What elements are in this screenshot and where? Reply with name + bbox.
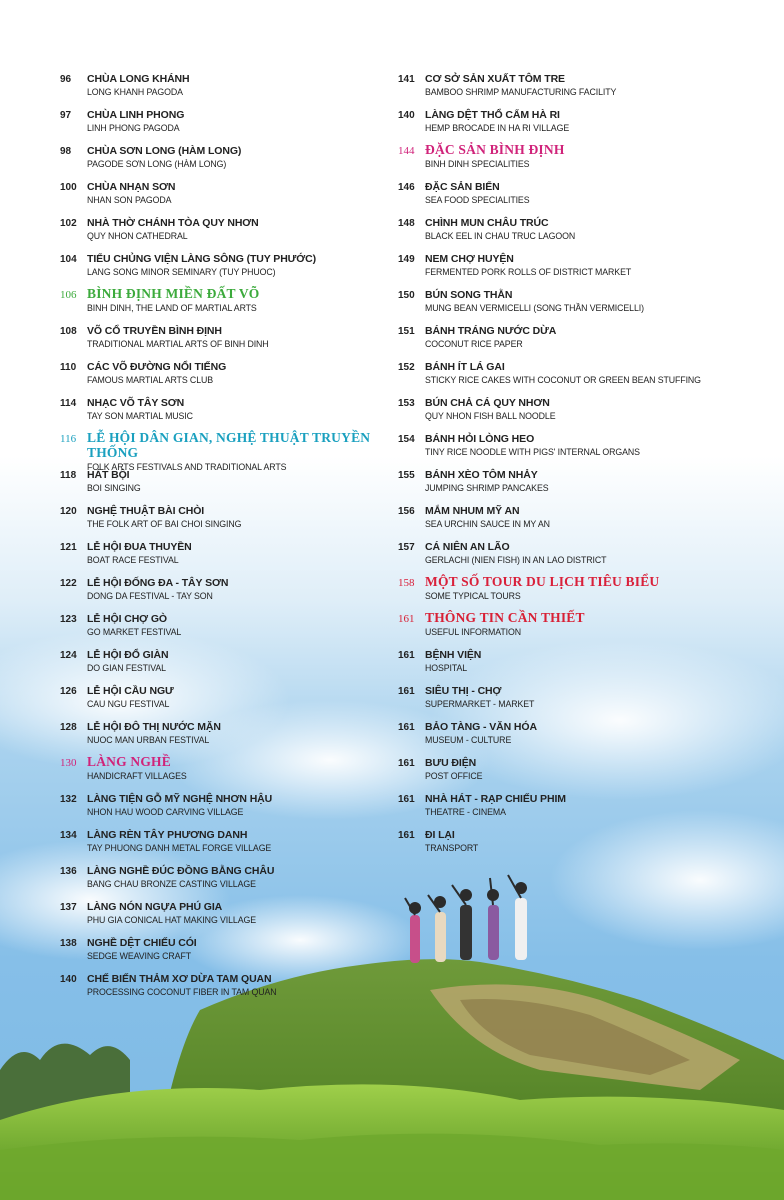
toc-title-english: QUY NHON CATHEDRAL: [87, 231, 188, 241]
toc-title-english: TINY RICE NOODLE WITH PIGS' INTERNAL ORGANS: [425, 447, 640, 457]
toc-title-english: FERMENTED PORK ROLLS OF DISTRICT MARKET: [425, 267, 632, 277]
toc-entry-text: [87, 610, 390, 638]
toc-page-number: 136: [60, 866, 77, 877]
toc-page-number: 148: [398, 218, 415, 229]
toc-title-vietnamese: LỄ HỘI DÂN GIAN, NGHỆ THUẬT TRUYỀN THỐNG: [87, 430, 371, 460]
toc-title-vietnamese: LỄ HỘI CẦU NGƯ: [87, 685, 174, 697]
toc-entry-text: [87, 70, 390, 98]
toc-entry-text: [425, 286, 778, 314]
toc-page-number: 161: [398, 758, 415, 769]
toc-entry-text: [425, 502, 778, 530]
toc-entry[interactable]: [398, 754, 778, 790]
toc-right-column: [398, 70, 778, 862]
toc-title-english: TRANSPORT: [425, 843, 479, 853]
toc-title-vietnamese: CƠ SỞ SẢN XUẤT TÔM TRE: [425, 73, 565, 85]
toc-title-vietnamese: BỆNH VIỆN: [425, 649, 482, 661]
toc-entry[interactable]: [398, 106, 778, 142]
toc-page-number: 106: [60, 289, 77, 301]
toc-title-vietnamese: BÁNH TRÁNG NƯỚC DỪA: [425, 325, 557, 337]
toc-title-vietnamese: NHẠC VÕ TÂY SƠN: [87, 397, 185, 409]
toc-page-number: 161: [398, 794, 415, 805]
toc-entry-text: [425, 178, 778, 206]
toc-title-english: FOLK ARTS FESTIVALS AND TRADITIONAL ARTS: [87, 462, 287, 472]
toc-entry-text: [87, 106, 390, 134]
toc-page-number: 98: [60, 146, 72, 157]
toc-entry[interactable]: [398, 430, 778, 466]
toc-entry[interactable]: [398, 286, 778, 322]
toc-title-english: SEA URCHIN SAUCE IN MY AN: [425, 519, 550, 529]
toc-title-english: BANG CHAU BRONZE CASTING VILLAGE: [87, 879, 256, 889]
toc-page-number: 157: [398, 542, 415, 553]
toc-page-number: 153: [398, 398, 415, 409]
toc-title-english: DO GIAN FESTIVAL: [87, 663, 166, 673]
toc-title-vietnamese: LÀNG NGHỀ: [87, 754, 171, 769]
toc-page-number: 114: [60, 398, 77, 409]
toc-title-vietnamese: ĐẶC SẢN BÌNH ĐỊNH: [425, 142, 565, 157]
toc-page-number: 158: [398, 577, 415, 589]
toc-entry[interactable]: [60, 538, 390, 574]
toc-entry[interactable]: [398, 538, 778, 574]
toc-entry-text: [87, 790, 390, 818]
toc-title-vietnamese: MỘT SỐ TOUR DU LỊCH TIÊU BIỂU: [425, 574, 660, 589]
toc-entry[interactable]: [60, 574, 390, 610]
toc-title-english: BAMBOO SHRIMP MANUFACTURING FACILITY: [425, 87, 617, 97]
toc-entry-text: [425, 790, 778, 818]
toc-title-english: FAMOUS MARTIAL ARTS CLUB: [87, 375, 214, 385]
toc-title-vietnamese: VÕ CỔ TRUYỀN BÌNH ĐỊNH: [87, 325, 222, 337]
toc-page-number: 141: [398, 74, 415, 85]
toc-entry[interactable]: [60, 934, 390, 970]
toc-title-english: HOSPITAL: [425, 663, 468, 673]
toc-entry[interactable]: [60, 322, 390, 358]
toc-title-vietnamese: BÌNH ĐỊNH MIỀN ĐẤT VÕ: [87, 286, 260, 301]
toc-title-vietnamese: BÚN SONG THẰN: [425, 289, 513, 301]
toc-title-vietnamese: LỄ HỘI ĐỔ GIÀN: [87, 649, 169, 661]
toc-title-english: SEA FOOD SPECIALITIES: [425, 195, 530, 205]
toc-title-vietnamese: CHÌNH MUN CHÂU TRÚC: [425, 217, 549, 229]
toc-title-vietnamese: BÁNH XÈO TÔM NHẢY: [425, 469, 538, 481]
toc-section-heading[interactable]: [398, 610, 778, 646]
toc-title-english: LINH PHONG PAGODA: [87, 123, 180, 133]
toc-entry-text: [425, 826, 778, 854]
toc-title-english: SEDGE WEAVING CRAFT: [87, 951, 191, 961]
toc-page-number: 123: [60, 614, 77, 625]
toc-title-vietnamese: LÀNG TIỆN GỖ MỸ NGHỆ NHƠN HẬU: [87, 793, 273, 805]
toc-section-heading[interactable]: [60, 754, 390, 790]
toc-entry[interactable]: [398, 394, 778, 430]
toc-entry[interactable]: [60, 394, 390, 430]
toc-title-english: LANG SONG MINOR SEMINARY (TUY PHUOC): [87, 267, 276, 277]
toc-page-number: 156: [398, 506, 415, 517]
toc-page-number: 161: [398, 686, 415, 697]
toc-left-column: [60, 70, 390, 1006]
toc-page-number: 155: [398, 470, 415, 481]
toc-title-english: NUOC MAN URBAN FESTIVAL: [87, 735, 210, 745]
toc-title-english: TAY PHUONG DANH METAL FORGE VILLAGE: [87, 843, 272, 853]
toc-title-english: PAGODE SƠN LONG (HÀM LONG): [87, 159, 227, 169]
toc-entry[interactable]: [60, 862, 390, 898]
toc-page-number: 161: [398, 613, 415, 625]
toc-entry-text: [87, 358, 390, 386]
toc-entry[interactable]: [60, 646, 390, 682]
toc-title-english: BINH DINH, THE LAND OF MARTIAL ARTS: [87, 303, 257, 313]
toc-title-english: THEATRE - CINEMA: [425, 807, 506, 817]
toc-page-number: 151: [398, 326, 415, 337]
toc-entry-text: [87, 970, 390, 998]
toc-page-number: 96: [60, 74, 72, 85]
toc-entry-text: [87, 646, 390, 674]
toc-page-number: 116: [60, 433, 77, 445]
toc-title-vietnamese: CÁC VÕ ĐƯỜNG NỔI TIẾNG: [87, 361, 227, 373]
toc-title-vietnamese: CHÙA LINH PHONG: [87, 109, 185, 121]
toc-entry-text: [425, 718, 778, 746]
toc-title-vietnamese: BÁNH HỎI LÒNG HEO: [425, 433, 535, 445]
toc-entry[interactable]: [60, 70, 390, 106]
toc-section-heading[interactable]: [398, 574, 778, 610]
toc-section-heading[interactable]: [60, 430, 390, 472]
toc-entry[interactable]: [398, 178, 778, 214]
toc-entry[interactable]: [60, 178, 390, 214]
toc-page-number: 121: [60, 542, 77, 553]
toc-entry[interactable]: [398, 358, 778, 394]
toc-entry[interactable]: [398, 646, 778, 682]
toc-entry-text: [425, 610, 778, 638]
toc-entry-text: [87, 862, 390, 890]
toc-entry[interactable]: [398, 718, 778, 754]
toc-entry-text: [425, 358, 778, 386]
toc-title-english: NHON HAU WOOD CARVING VILLAGE: [87, 807, 244, 817]
toc-entry[interactable]: [398, 790, 778, 826]
toc-title-english: GERLACHI (NIEN FISH) IN AN LAO DISTRICT: [425, 555, 607, 565]
toc-entry-text: [425, 394, 778, 422]
toc-title-vietnamese: CÁ NIÊN AN LÃO: [425, 541, 510, 553]
toc-entry-text: [87, 898, 390, 926]
toc-page-number: 146: [398, 182, 415, 193]
toc-entry-text: [425, 538, 778, 566]
toc-page-number: 128: [60, 722, 77, 733]
toc-entry[interactable]: [60, 898, 390, 934]
toc-title-vietnamese: LỄ HỘI ĐUA THUYỀN: [87, 541, 192, 553]
toc-title-vietnamese: LÀNG RÈN TÂY PHƯƠNG DANH: [87, 829, 248, 841]
toc-title-english: HEMP BROCADE IN HA RI VILLAGE: [425, 123, 570, 133]
toc-title-vietnamese: BÁNH ÍT LÁ GAI: [425, 361, 505, 373]
toc-entry-text: [425, 574, 778, 602]
toc-entry[interactable]: [398, 466, 778, 502]
toc-entry[interactable]: [60, 610, 390, 646]
toc-entry[interactable]: [60, 214, 390, 250]
toc-entry[interactable]: [398, 250, 778, 286]
toc-title-english: BLACK EEL IN CHAU TRUC LAGOON: [425, 231, 576, 241]
toc-entry[interactable]: [60, 466, 390, 502]
toc-page-number: 126: [60, 686, 77, 697]
toc-title-vietnamese: LÀNG DỆT THỔ CẨM HÀ RI: [425, 109, 560, 121]
toc-entry[interactable]: [398, 682, 778, 718]
toc-title-vietnamese: LỄ HỘI ĐÔ THỊ NƯỚC MẶN: [87, 721, 221, 733]
toc-entry[interactable]: [60, 826, 390, 862]
toc-title-vietnamese: NEM CHỢ HUYỆN: [425, 253, 514, 265]
toc-entry-text: [87, 214, 390, 242]
toc-title-vietnamese: CHÙA LONG KHÁNH: [87, 73, 190, 85]
toc-title-vietnamese: LÀNG NÓN NGỰA PHÚ GIA: [87, 901, 223, 913]
toc-entry-text: [87, 466, 390, 494]
toc-entry-text: [425, 214, 778, 242]
toc-entry-text: [425, 70, 778, 98]
toc-entry-text: [87, 718, 390, 746]
toc-page-number: 161: [398, 650, 415, 661]
toc-section-heading[interactable]: [398, 142, 778, 178]
toc-entry-text: [87, 502, 390, 530]
toc-title-vietnamese: THÔNG TIN CẦN THIẾT: [425, 610, 585, 625]
toc-title-vietnamese: NHÀ HÁT - RẠP CHIẾU PHIM: [425, 793, 566, 805]
toc-title-english: CAU NGU FESTIVAL: [87, 699, 170, 709]
toc-page-number: 132: [60, 794, 77, 805]
toc-entry-text: [425, 430, 778, 458]
toc-title-english: USEFUL INFORMATION: [425, 627, 521, 637]
toc-title-vietnamese: NHÀ THỜ CHÁNH TÒA QUY NHƠN: [87, 217, 259, 229]
toc-title-english: MUNG BEAN VERMICELLI (SONG THẦN VERMICELLI): [425, 303, 644, 313]
toc-entry-text: [87, 538, 390, 566]
toc-title-vietnamese: BẢO TÀNG - VĂN HÓA: [425, 721, 537, 733]
toc-title-english: QUY NHON FISH BALL NOODLE: [425, 411, 556, 421]
toc-page-number: 154: [398, 434, 415, 445]
toc-title-english: BOI SINGING: [87, 483, 141, 493]
toc-page-number: 138: [60, 938, 77, 949]
toc-title-english: GO MARKET FESTIVAL: [87, 627, 182, 637]
toc-entry-text: [87, 754, 390, 782]
toc-entry[interactable]: [60, 358, 390, 394]
toc-page-number: 130: [60, 757, 77, 769]
toc-entry-text: [425, 106, 778, 134]
toc-entry-text: [87, 250, 390, 278]
toc-title-vietnamese: LÀNG NGHỀ ĐÚC ĐỒNG BẰNG CHÂU: [87, 865, 275, 877]
toc-page-number: 140: [60, 974, 77, 985]
toc-title-english: DONG DA FESTIVAL - TAY SON: [87, 591, 213, 601]
toc-page-number: 104: [60, 254, 77, 265]
toc-page-number: 108: [60, 326, 77, 337]
toc-title-vietnamese: ĐI LẠI: [425, 829, 455, 841]
toc-title-english: LONG KHANH PAGODA: [87, 87, 183, 97]
toc-title-english: PROCESSING COCONUT FIBER IN TAM QUAN: [87, 987, 277, 997]
toc-entry[interactable]: [398, 826, 778, 862]
toc-title-vietnamese: NGHỀ DỆT CHIẾU CÓI: [87, 937, 197, 949]
toc-title-english: THE FOLK ART OF BAI CHOI SINGING: [87, 519, 242, 529]
toc-entry[interactable]: [60, 970, 390, 1006]
toc-entry-text: [425, 682, 778, 710]
toc-title-vietnamese: TIỂU CHỦNG VIỆN LÀNG SÔNG (TUY PHƯỚC): [87, 253, 317, 265]
toc-title-english: TAY SON MARTIAL MUSIC: [87, 411, 193, 421]
toc-title-english: SOME TYPICAL TOURS: [425, 591, 521, 601]
toc-entry[interactable]: [398, 502, 778, 538]
toc-entry[interactable]: [398, 70, 778, 106]
toc-entry-text: [425, 466, 778, 494]
toc-title-vietnamese: HÁT BỘI: [87, 469, 130, 481]
toc-title-vietnamese: LỄ HỘI CHỢ GÒ: [87, 613, 167, 625]
toc-entry[interactable]: [60, 682, 390, 718]
toc-entry-text: [425, 142, 778, 170]
toc-title-vietnamese: CHẾ BIẾN THẢM XƠ DỪA TAM QUAN: [87, 973, 272, 985]
toc-page-number: 120: [60, 506, 77, 517]
toc-entry-text: [425, 322, 778, 350]
toc-title-vietnamese: SIÊU THỊ - CHỢ: [425, 685, 502, 697]
toc-title-vietnamese: CHÙA NHẠN SƠN: [87, 181, 176, 193]
toc-page-number: 102: [60, 218, 77, 229]
toc-entry-text: [87, 682, 390, 710]
toc-page-number: 149: [398, 254, 415, 265]
toc-title-english: BINH DINH SPECIALITIES: [425, 159, 530, 169]
toc-title-vietnamese: MẮM NHUM MỸ AN: [425, 505, 520, 517]
toc-entry-text: [87, 286, 390, 314]
toc-entry[interactable]: [60, 250, 390, 286]
toc-entry-text: [425, 250, 778, 278]
toc-title-english: JUMPING SHRIMP PANCAKES: [425, 483, 549, 493]
toc-page-number: 97: [60, 110, 72, 121]
toc-entry-text: [425, 646, 778, 674]
toc-title-english: NHAN SON PAGODA: [87, 195, 172, 205]
toc-entry[interactable]: [60, 106, 390, 142]
toc-entry-text: [87, 322, 390, 350]
toc-title-english: POST OFFICE: [425, 771, 483, 781]
toc-page-number: 140: [398, 110, 415, 121]
toc-entry-text: [87, 574, 390, 602]
toc-title-vietnamese: BÚN CHẢ CÁ QUY NHƠN: [425, 397, 550, 409]
toc-title-english: COCONUT RICE PAPER: [425, 339, 523, 349]
toc-title-english: MUSEUM - CULTURE: [425, 735, 512, 745]
toc-entry-text: [425, 754, 778, 782]
toc-title-vietnamese: BƯU ĐIỆN: [425, 757, 477, 769]
toc-title-vietnamese: ĐẶC SẢN BIỂN: [425, 181, 500, 193]
toc-page-number: 152: [398, 362, 415, 373]
toc-title-english: HANDICRAFT VILLAGES: [87, 771, 187, 781]
toc-title-english: SUPERMARKET - MARKET: [425, 699, 535, 709]
toc-page-number: 122: [60, 578, 77, 589]
toc-title-english: STICKY RICE CAKES WITH COCONUT OR GREEN BEAN STUFFING: [425, 375, 701, 385]
toc-entry-text: [87, 826, 390, 854]
toc-entry-text: [87, 178, 390, 206]
toc-page-number: 110: [60, 362, 77, 373]
toc-title-english: TRADITIONAL MARTIAL ARTS OF BINH DINH: [87, 339, 269, 349]
toc-entry[interactable]: [398, 214, 778, 250]
toc-entry[interactable]: [60, 718, 390, 754]
toc-entry[interactable]: [60, 142, 390, 178]
toc-page-number: 137: [60, 902, 77, 913]
toc-page-number: 161: [398, 722, 415, 733]
toc-entry[interactable]: [60, 502, 390, 538]
toc-title-vietnamese: LỄ HỘI ĐỐNG ĐA - TÂY SƠN: [87, 577, 229, 589]
toc-entry-text: [87, 142, 390, 170]
toc-title-english: BOAT RACE FESTIVAL: [87, 555, 179, 565]
toc-page-number: 134: [60, 830, 77, 841]
toc-page-number: 100: [60, 182, 77, 193]
toc-entry-text: [87, 934, 390, 962]
toc-section-heading[interactable]: [60, 286, 390, 322]
toc-page-number: 124: [60, 650, 77, 661]
toc-page-number: 150: [398, 290, 415, 301]
toc-entry[interactable]: [398, 322, 778, 358]
toc-title-vietnamese: CHÙA SƠN LONG (HÀM LONG): [87, 145, 242, 157]
toc-title-vietnamese: NGHỆ THUẬT BÀI CHÒI: [87, 505, 205, 517]
toc-entry[interactable]: [60, 790, 390, 826]
toc-page-number: 118: [60, 470, 77, 481]
toc-page-number: 144: [398, 145, 415, 157]
toc-title-english: PHU GIA CONICAL HAT MAKING VILLAGE: [87, 915, 256, 925]
toc-page-number: 161: [398, 830, 415, 841]
toc-entry-text: [87, 394, 390, 422]
